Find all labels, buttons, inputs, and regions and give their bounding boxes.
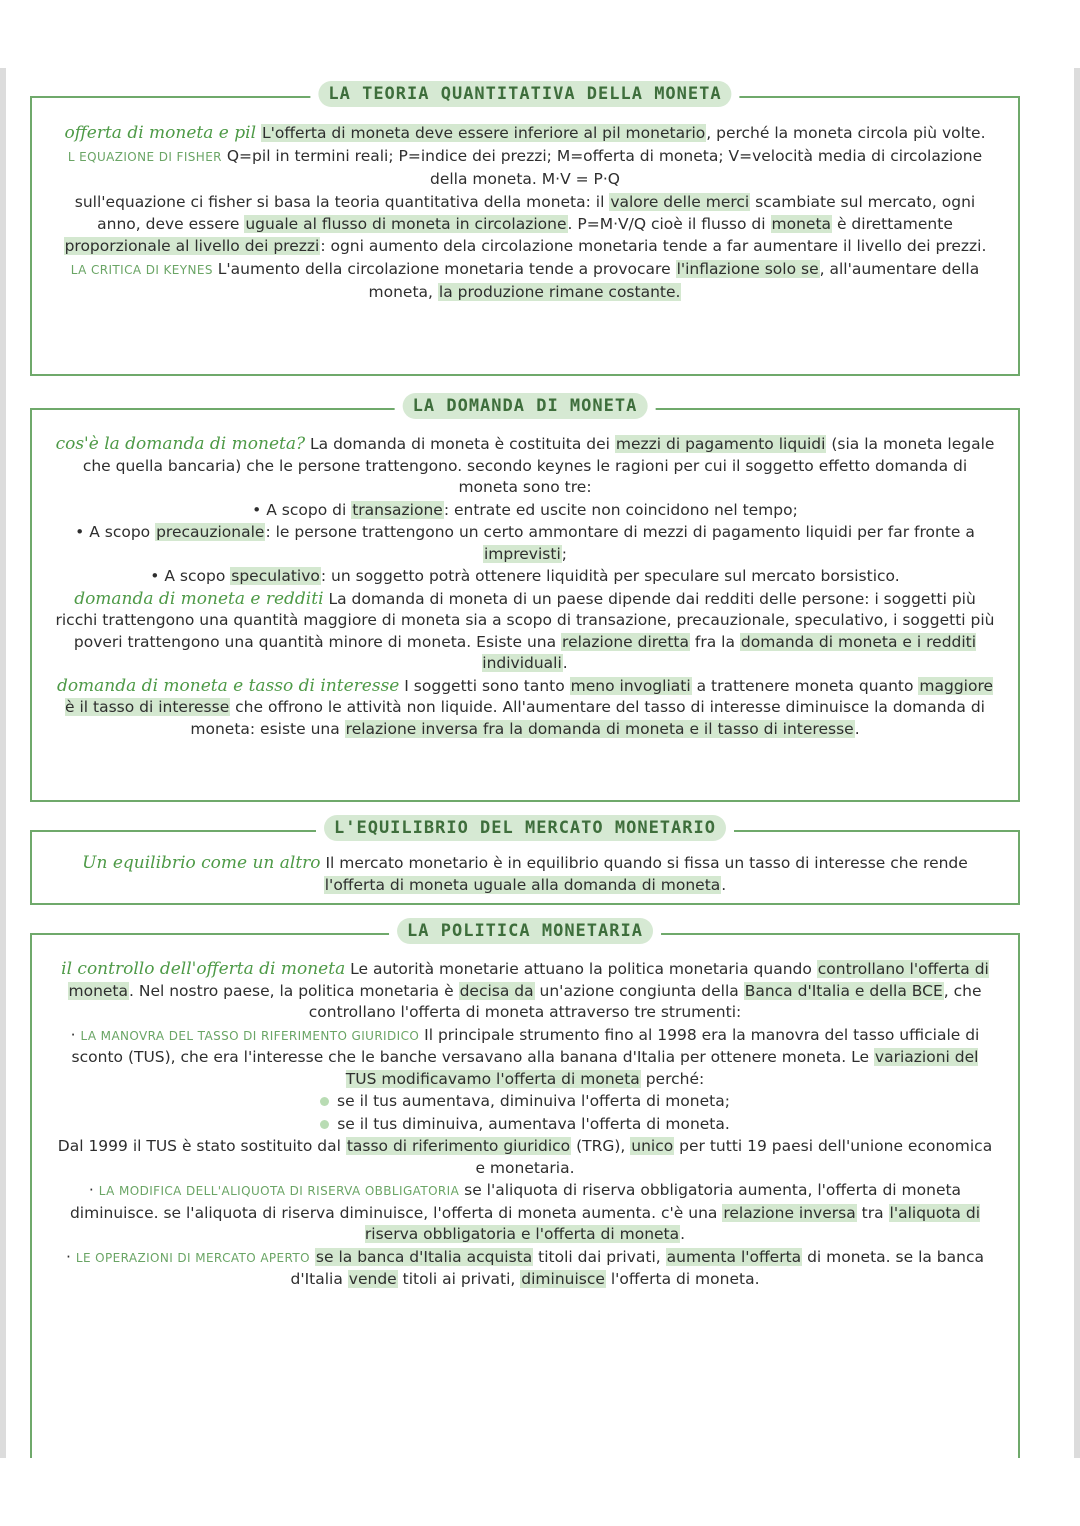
list-item: se il tus aumentava, diminuiva l'offerta di moneta; <box>54 1091 996 1113</box>
list-item: • A scopo di transazione: entrate ed uscite non coincidono nel tempo; <box>252 500 798 519</box>
heading-equilibrio: Un equilibrio come un altro <box>82 853 321 873</box>
caption-manovra-tasso: LA MANOVRA DEL TASSO DI RIFERIMENTO GIURIDICO <box>80 1028 420 1043</box>
bullet-dot-icon <box>320 1097 329 1106</box>
section-teoria-quantitativa <box>30 84 1020 376</box>
list-item: • A scopo speculativo: un soggetto potrà ottenere liquidità per speculare sul mercato borsistico. <box>150 567 900 585</box>
section-title: L'EQUILIBRIO DEL MERCATO MONETARIO <box>316 815 734 841</box>
section-domanda-moneta <box>30 396 1020 802</box>
caption-fisher: L EQUAZIONE DI FISHER <box>67 150 222 164</box>
caption-mercato-aperto: LE OPERAZIONI DI MERCATO APERTO <box>75 1250 310 1265</box>
section-politica-monetaria <box>30 921 1020 1458</box>
heading-domanda-redditi: domanda di moneta e redditi <box>74 588 324 609</box>
page-edge-right <box>1074 68 1080 1458</box>
section-body: offerta di moneta e pil L'offerta di moneta deve essere inferiore al pil monetario, perché la moneta circola più volte. L EQUAZIONE DI FISHER Q=pil in termini reali; P=indice dei prezzi; M=offerta di moneta; V=velocità media di circolazione della moneta. M·V = P·Q sull'equazione ci fisher si basa la teoria quantitativa della moneta: il valore delle merci scambiate sul mercato, ogni anno, deve essere uguale al flusso di moneta in circolazione. P=M·V/Q cioè il flusso di moneta è direttamente proporzionale al livello dei prezzi: ogni aumento dela circolazione monetaria tende a far aumentare il livello dei prezzi. LA CRITICA DI KEYNES L'aumento della circolazione monetaria tende a provocare l'inflazione solo se, all'aumentare della moneta, la produzione rimane costante. <box>64 123 987 301</box>
caption-aliquota-riserva: LA MODIFICA DELL'ALIQUOTA DI RISERVA OBBLIGATORIA <box>98 1184 460 1198</box>
heading-offerta-pil: offerta di moneta e pil <box>64 123 257 143</box>
section-equilibrio <box>30 818 1020 905</box>
section-body: cos'è la domanda di moneta? La domanda di moneta è costituita dei mezzi di pagamento liquidi (sia la moneta legale che quella bancaria) che le persone trattengono. secondo keynes le ragioni per cui il soggetto effetto domanda di moneta sono tre: • A scopo di transazione: entrate ed uscite non coincidono nel tempo; • A scopo precauzionale: le persone trattengono un certo ammontare di mezzi di pagamento liquidi per far fronte a imprevisti; • A scopo speculativo: un soggetto potrà ottenere liquidità per speculare sul mercato borsistico. domanda di moneta e redditi La domanda di moneta di un paese dipende dai redditi delle persone: i soggetti più ricchi trattengono una quantità maggiore di moneta sia a scopo di transazione, precauzionale, speculativo, i soggetti più poveri trattengono una quantità minore di moneta. Esiste una relazione diretta fra la domanda di moneta e i redditi individuali. domanda di moneta e tasso di interesse I soggetti sono tanto meno invogliati a trattenere moneta quanto maggiore è il tasso di interesse che offrono le attività non liquide. All'aumentare del tasso di interesse diminuisce la domanda di moneta: esiste una relazione inversa fra la domanda di moneta e il tasso di interesse. <box>55 434 995 738</box>
caption-keynes: LA CRITICA DI KEYNES <box>70 263 213 277</box>
section-title: LA DOMANDA DI MONETA <box>395 393 656 419</box>
section-title: LA POLITICA MONETARIA <box>389 918 661 944</box>
heading-domanda-interesse: domanda di moneta e tasso di interesse <box>56 675 400 696</box>
heading-controllo-offerta: il controllo dell'offerta di moneta <box>61 959 346 979</box>
bullet-dot-icon <box>320 1120 329 1129</box>
list-item: se il tus diminuiva, aumentava l'offerta di moneta. <box>54 1114 996 1136</box>
section-body: il controllo dell'offerta di moneta Le autorità monetarie attuano la politica monetaria quando controllano l'offerta di moneta. Nel nostro paese, la politica monetaria è decisa da un'azione congiunta della Banca d'Italia e della BCE, che controllano l'offerta di moneta attraverso tre strumenti: · LA MANOVRA DEL TASSO DI RIFERIMENTO GIURIDICO Il principale strumento fino al 1998 era la manovra del tasso ufficiale di sconto (TUS), che era l'interesse che le banche versavano alla banana d'Italia per ottenere moneta. Le variazioni del TUS modificavamo l'offerta di moneta perché: se il tus aumentava, diminuiva l'offerta di moneta; se il tus diminuiva, aumentava l'offerta di moneta. Dal 1999 il TUS è stato sostituito dal tasso di riferimento giuridico (TRG), unico per tutti 19 paesi dell'unione economica e monetaria. · LA MODIFICA DELL'ALIQUOTA DI RISERVA OBBLIGATORIA se l'aliquota di riserva obbligatoria aumenta, l'offerta di moneta diminuisce. se l'aliquota di riserva diminuisce, l'offerta di moneta aumenta. c'è una relazione inversa tra l'aliquota di riserva obbligatoria e l'offerta di moneta. · LE OPERAZIONI DI MERCATO APERTO se la banca d'Italia acquista titoli dai privati, aumenta l'offerta di moneta. se la banca d'Italia vende titoli ai privati, diminuisce l'offerta di moneta. <box>32 935 1018 1304</box>
page-edge-left <box>0 68 6 1458</box>
list-item: • A scopo precauzionale: le persone trattengono un certo ammontare di mezzi di pagamento liquidi per far fronte a imprevisti; <box>75 523 975 563</box>
section-body: Un equilibrio come un altro Il mercato monetario è in equilibrio quando si fissa un tasso di interesse che rende l'offerta di moneta uguale alla domanda di moneta. <box>82 853 968 894</box>
section-title: LA TEORIA QUANTITATIVA DELLA MONETA <box>310 81 739 107</box>
heading-cos-e-domanda: cos'è la domanda di moneta? <box>55 434 306 454</box>
